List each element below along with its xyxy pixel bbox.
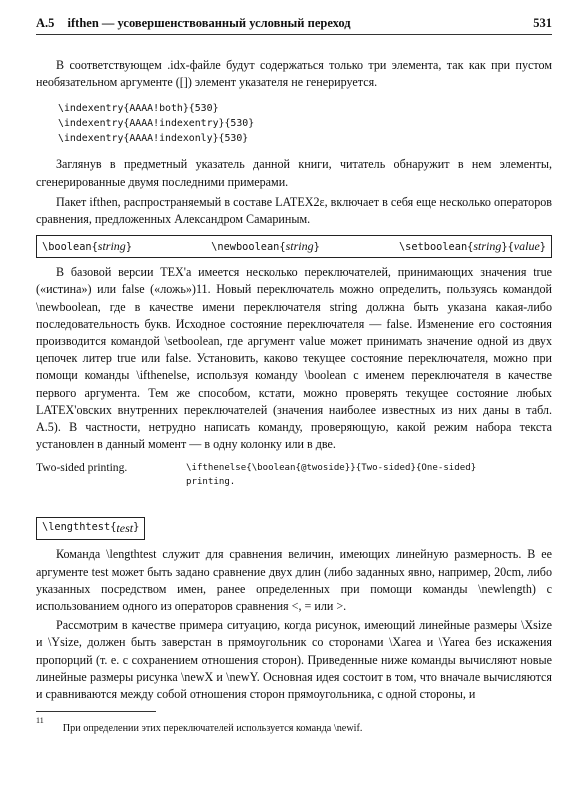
cmd-text: \lengthtest{ xyxy=(42,521,117,534)
footnote xyxy=(36,716,552,735)
code-line: \indexentry{AAAA!indexentry}{530} xyxy=(58,118,255,130)
cmd-text: \setboolean{ xyxy=(398,241,474,254)
syntax-setboolean xyxy=(399,239,546,254)
footnote-mark: 11 xyxy=(36,716,44,726)
paragraph-2: Заглянув в предметный указатель данной книги, читатель обнаружит в нем элементы, сгенерированные двумя последними примерами. xyxy=(36,157,552,189)
paragraph-4: В базовой версии TEX'а имеется несколько переключателей, принимающих значения true («истина») или false («ложь»)11. Новый переключатель можно определить, пользуясь командой \newboolean, где в качестве имени переключателя string должна быть указана какая-либо последовательность букв. Исходное состояние переключателя — false. Изменение его состояния производится командой \setboolean, где аргумент value может принимать значение одной из двух цепочек литер true или false. Установить, каково текущее состояние переключателя, можно при помощи команды \ifthenelse, используя команду \boolean с именем переключателя в качестве первого аргумента. Тем же способом, кстати, можно проверять текущее состояние любых LATEX'овских внутренних переключателей (значения наиболее известных из них даны в табл. A.5). В частности, нетрудно написать команду, проверяющую, какой режим набора текста установлен в данный момент — в одну колонку или в две. xyxy=(36,265,552,452)
example xyxy=(36,461,552,489)
cmd-text: }{ xyxy=(501,241,514,254)
code-line: \indexentry{AAAA!indexonly}{530} xyxy=(58,133,249,145)
page xyxy=(36,16,552,735)
paragraph-1: В соответствующем .idx-файле будут содержаться только три элемента, так как при пустом необязательном аргументе ([]) элемент указателя не генерируется. xyxy=(36,58,552,90)
arg-text: value xyxy=(513,239,540,254)
code-line: \indexentry{AAAA!both}{530} xyxy=(58,103,219,115)
arg-text: string xyxy=(97,239,126,254)
footnote-rule xyxy=(36,711,156,712)
footnote-text: При определении этих переключателей используется команда \newif. xyxy=(62,723,363,735)
running-header xyxy=(36,16,552,35)
arg-text: string xyxy=(473,239,502,254)
section-title: ifthen — усовершенствованный условный переход xyxy=(67,16,351,30)
cmd-text: } xyxy=(539,241,546,254)
syntax-box-boolean xyxy=(36,235,552,258)
cmd-text: \newboolean{ xyxy=(211,241,286,254)
header-left xyxy=(36,16,351,31)
arg-text: string xyxy=(285,239,314,254)
syntax-boolean xyxy=(42,239,132,254)
paragraph-6: Рассмотрим в качестве примера ситуацию, когда рисунок, имеющий линейные размеры \Xsize и \Ysize, должен быть заверстан в прямоугольник со сторонами \Xarea и \Yarea без искажения пропорций (т. е. с сохранением отношения сторон). Приведенные ниже команды вычисляют новые линейные размеры рисунка \newX и \newY. Основная идея состоит в том, что вначале вычисляются и сравниваются между собой отношения сторон прямоугольника, с одной стороны, и xyxy=(36,618,552,702)
arg-text: test xyxy=(116,521,134,536)
paragraph-5: Команда \lengthtest служит для сравнения величин, имеющих линейную размерность. В ее аргументе test может быть задано сравнение двух длин (либо заданных явно, например, 20cm, либо указанных посредством имен, ранее определенных при помощи команды \newlength) с использованием одного из операторов сравнения <, = или >. xyxy=(36,547,552,614)
example-code: \ifthenelse{\boolean{@twoside}}{Two-sided}{One-sided} printing. xyxy=(186,463,477,488)
page-number: 531 xyxy=(533,16,552,30)
cmd-text: } xyxy=(125,241,133,254)
example-output: Two-sided printing. xyxy=(36,461,128,475)
paragraph-3: Пакет ifthen, распространяемый в составе LATEX2ε, включает в себя еще несколько операторов сравнения, предложенных Александром Самариным. xyxy=(36,194,552,227)
syntax-newboolean xyxy=(211,239,320,254)
cmd-text: \boolean{ xyxy=(42,241,98,254)
section-number: A.5 xyxy=(36,16,55,30)
cmd-text: } xyxy=(313,241,320,254)
syntax-box-lengthtest xyxy=(36,517,145,540)
cmd-text: } xyxy=(133,521,140,534)
syntax-box-lengthtest-wrap xyxy=(36,515,552,540)
code-block xyxy=(36,101,552,146)
